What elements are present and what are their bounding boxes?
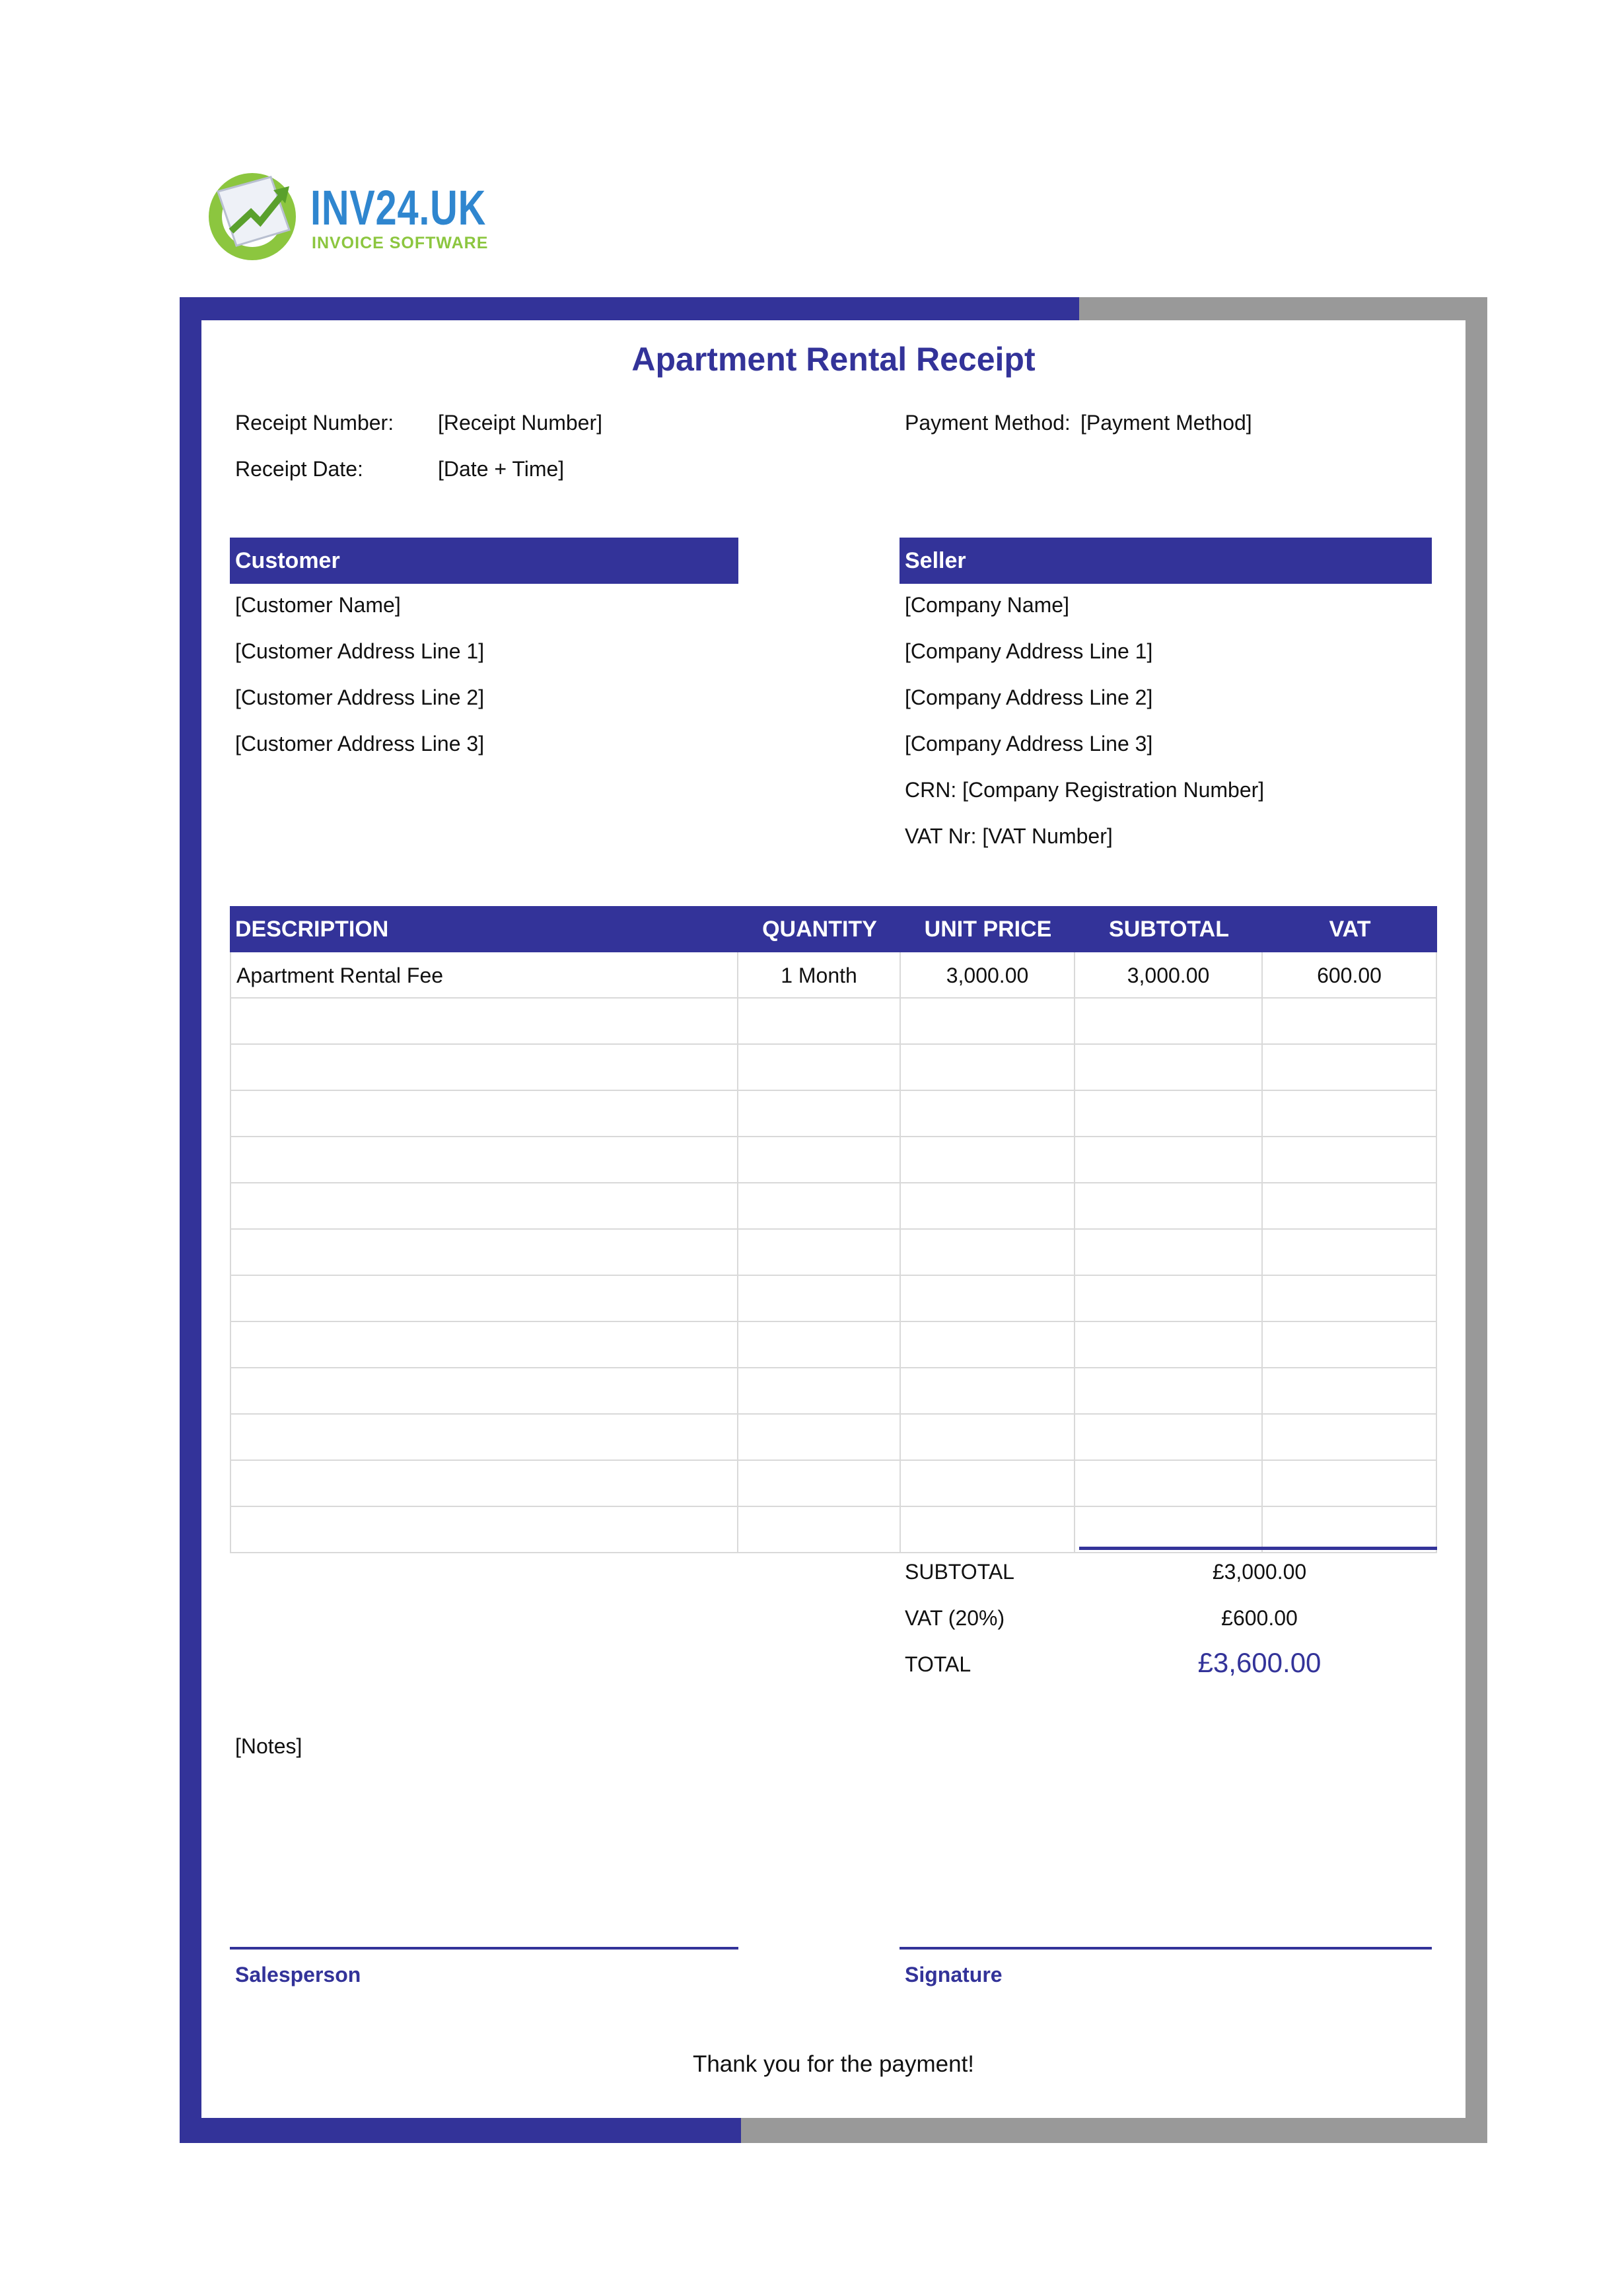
logo-brand-text: INV24.UK bbox=[310, 180, 487, 235]
customer-block bbox=[235, 593, 484, 778]
vat-value: £600.00 bbox=[1221, 1606, 1298, 1630]
seller-address-line: [Company Address Line 1] bbox=[905, 639, 1153, 663]
cell-description bbox=[230, 1230, 738, 1276]
subtotal-label: SUBTOTAL bbox=[905, 1560, 1014, 1584]
cell-quantity bbox=[738, 1183, 901, 1230]
cell-quantity bbox=[738, 1322, 901, 1368]
table-header bbox=[230, 906, 1437, 952]
cell-subtotal bbox=[1075, 1276, 1263, 1322]
cell-quantity bbox=[738, 1276, 901, 1322]
table-row bbox=[230, 952, 1437, 999]
column-header-subtotal: SUBTOTAL bbox=[1109, 917, 1229, 942]
table-row bbox=[230, 1183, 1437, 1230]
table-row bbox=[230, 1276, 1437, 1322]
column-header-unit-price: UNIT PRICE bbox=[924, 917, 1052, 942]
cell-subtotal bbox=[1075, 1415, 1263, 1461]
cell-quantity bbox=[738, 1368, 901, 1415]
cell-quantity bbox=[738, 1415, 901, 1461]
cell-subtotal bbox=[1075, 1183, 1263, 1230]
cell-unit-price bbox=[901, 1322, 1075, 1368]
total-label: TOTAL bbox=[905, 1652, 971, 1676]
cell-subtotal bbox=[1075, 1230, 1263, 1276]
table-row bbox=[230, 1322, 1437, 1368]
cell-subtotal bbox=[1075, 1368, 1263, 1415]
customer-address-line: [Customer Address Line 2] bbox=[235, 686, 485, 709]
seller-address-line: [Company Address Line 2] bbox=[905, 686, 1153, 709]
cell-quantity: 1 Month bbox=[738, 952, 901, 999]
cell-unit-price bbox=[901, 1137, 1075, 1183]
logo-emblem-icon bbox=[205, 165, 304, 264]
seller-vat-number: VAT Nr: [VAT Number] bbox=[905, 824, 1113, 848]
payment-method-value: [Payment Method] bbox=[1080, 411, 1252, 435]
payment-method-label: Payment Method: bbox=[905, 411, 1071, 435]
cell-description bbox=[230, 1091, 738, 1137]
cell-quantity bbox=[738, 1137, 901, 1183]
cell-description bbox=[230, 1322, 738, 1368]
column-header-vat: VAT bbox=[1329, 917, 1371, 942]
cell-vat bbox=[1263, 1322, 1437, 1368]
cell-unit-price bbox=[901, 1276, 1075, 1322]
cell-unit-price bbox=[901, 1230, 1075, 1276]
frame-top-accent bbox=[180, 297, 1079, 320]
cell-unit-price bbox=[901, 999, 1075, 1045]
cell-vat bbox=[1263, 1461, 1437, 1507]
cell-description: Apartment Rental Fee bbox=[230, 952, 738, 999]
cell-quantity bbox=[738, 1507, 901, 1553]
customer-name: [Customer Name] bbox=[235, 593, 401, 617]
seller-company-name: [Company Name] bbox=[905, 593, 1069, 617]
cell-description bbox=[230, 1183, 738, 1230]
receipt-date-value: [Date + Time] bbox=[438, 457, 565, 481]
thank-you-message: Thank you for the payment! bbox=[692, 2051, 975, 2077]
seller-block bbox=[905, 593, 1264, 870]
salesperson-signature-line bbox=[230, 1947, 738, 1950]
cell-description bbox=[230, 1276, 738, 1322]
frame-bottom-gray bbox=[741, 2118, 1487, 2143]
cell-description bbox=[230, 1368, 738, 1415]
vat-label: VAT (20%) bbox=[905, 1606, 1005, 1630]
cell-unit-price bbox=[901, 1045, 1075, 1091]
cell-unit-price bbox=[901, 1415, 1075, 1461]
cell-subtotal bbox=[1075, 1322, 1263, 1368]
table-row bbox=[230, 1368, 1437, 1415]
table-row bbox=[230, 1461, 1437, 1507]
seller-address-line: [Company Address Line 3] bbox=[905, 732, 1153, 756]
document-title: Apartment Rental Receipt bbox=[631, 341, 1036, 378]
cell-vat bbox=[1263, 1091, 1437, 1137]
cell-quantity bbox=[738, 1461, 901, 1507]
cell-description bbox=[230, 1415, 738, 1461]
cell-unit-price bbox=[901, 1368, 1075, 1415]
cell-vat bbox=[1263, 1137, 1437, 1183]
subtotal-value: £3,000.00 bbox=[1212, 1560, 1307, 1584]
cell-description bbox=[230, 1507, 738, 1553]
cell-description bbox=[230, 1045, 738, 1091]
seller-crn: CRN: [Company Registration Number] bbox=[905, 778, 1265, 802]
table-row bbox=[230, 1045, 1437, 1091]
receipt-number-label: Receipt Number: bbox=[235, 411, 394, 435]
column-header-quantity: QUANTITY bbox=[762, 917, 877, 942]
signature-line bbox=[900, 1947, 1432, 1950]
cell-vat bbox=[1263, 999, 1437, 1045]
cell-unit-price bbox=[901, 1183, 1075, 1230]
cell-unit-price bbox=[901, 1461, 1075, 1507]
total-value: £3,600.00 bbox=[1197, 1647, 1322, 1678]
customer-address-line: [Customer Address Line 1] bbox=[235, 639, 485, 663]
signature-label: Signature bbox=[905, 1963, 1003, 1986]
column-header-description: DESCRIPTION bbox=[235, 917, 389, 942]
cell-subtotal bbox=[1075, 1091, 1263, 1137]
frame-left-border bbox=[180, 297, 201, 2143]
receipt-date-label: Receipt Date: bbox=[235, 457, 363, 481]
cell-vat bbox=[1263, 1183, 1437, 1230]
receipt-number-value: [Receipt Number] bbox=[438, 411, 602, 435]
customer-address-line: [Customer Address Line 3] bbox=[235, 732, 485, 756]
cell-subtotal: 3,000.00 bbox=[1075, 952, 1263, 999]
salesperson-label: Salesperson bbox=[235, 1963, 361, 1986]
cell-description bbox=[230, 999, 738, 1045]
totals-divider bbox=[1079, 1547, 1437, 1550]
cell-vat bbox=[1263, 1276, 1437, 1322]
company-logo bbox=[205, 165, 515, 271]
cell-quantity bbox=[738, 1091, 901, 1137]
cell-vat: 600.00 bbox=[1263, 952, 1437, 999]
seller-header: Seller bbox=[900, 538, 1432, 584]
table-row bbox=[230, 999, 1437, 1045]
cell-subtotal bbox=[1075, 1045, 1263, 1091]
notes: [Notes] bbox=[235, 1734, 302, 1758]
cell-description bbox=[230, 1137, 738, 1183]
cell-vat bbox=[1263, 1368, 1437, 1415]
cell-vat bbox=[1263, 1415, 1437, 1461]
cell-quantity bbox=[738, 1045, 901, 1091]
customer-header: Customer bbox=[230, 538, 738, 584]
cell-unit-price bbox=[901, 1091, 1075, 1137]
logo-tagline: INVOICE SOFTWARE bbox=[312, 234, 489, 252]
table-row bbox=[230, 1091, 1437, 1137]
cell-subtotal bbox=[1075, 1137, 1263, 1183]
table-row bbox=[230, 1137, 1437, 1183]
cell-description bbox=[230, 1461, 738, 1507]
frame-right-border bbox=[1465, 297, 1487, 2143]
cell-quantity bbox=[738, 1230, 901, 1276]
table-row bbox=[230, 1415, 1437, 1461]
table-body bbox=[230, 952, 1437, 1613]
cell-vat bbox=[1263, 1230, 1437, 1276]
cell-unit-price bbox=[901, 1507, 1075, 1553]
cell-unit-price: 3,000.00 bbox=[901, 952, 1075, 999]
cell-subtotal bbox=[1075, 999, 1263, 1045]
cell-quantity bbox=[738, 999, 901, 1045]
frame-bottom-accent bbox=[180, 2118, 741, 2143]
cell-vat bbox=[1263, 1045, 1437, 1091]
frame-top-gray bbox=[1079, 297, 1487, 320]
cell-subtotal bbox=[1075, 1461, 1263, 1507]
table-row bbox=[230, 1230, 1437, 1276]
